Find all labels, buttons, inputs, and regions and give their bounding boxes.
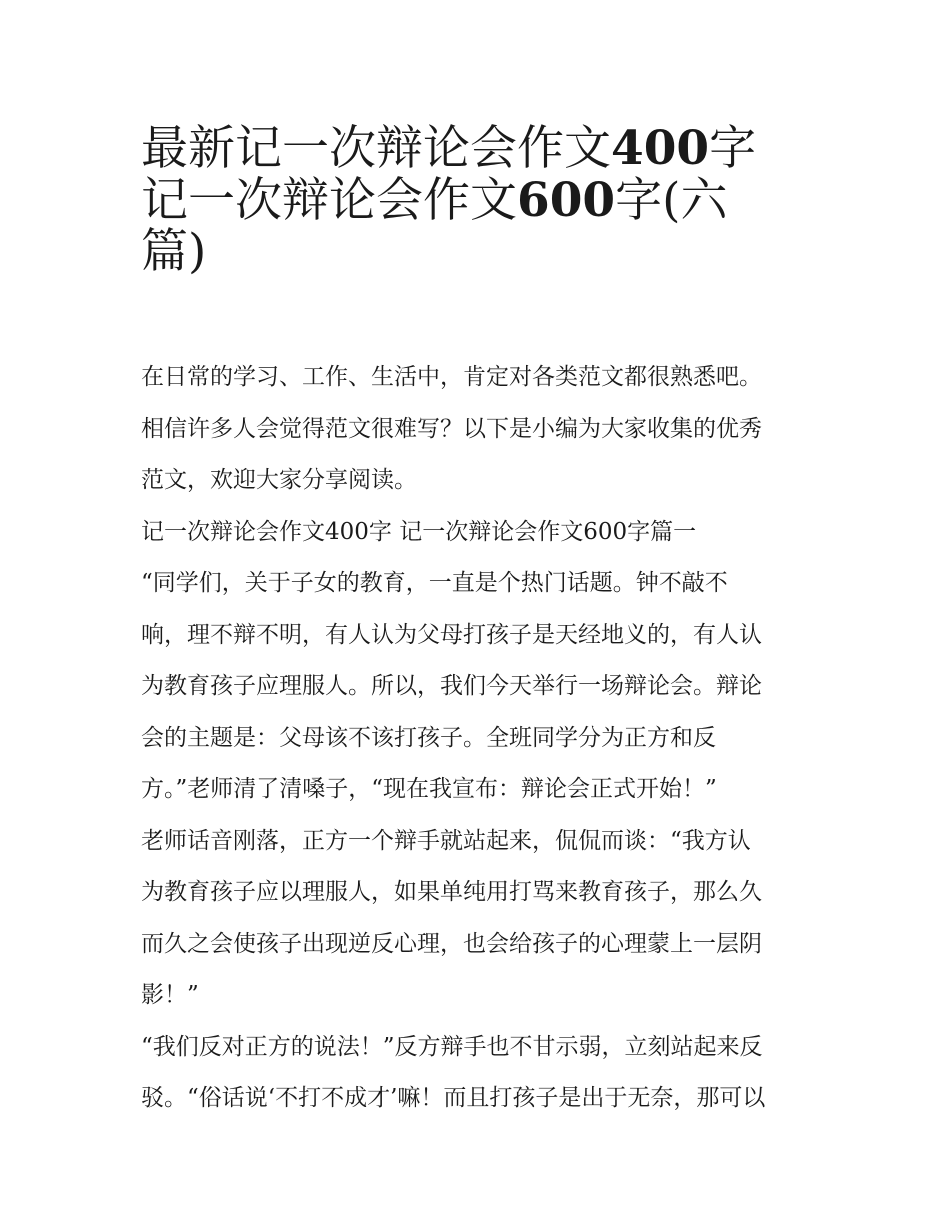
body-line: 影！” bbox=[141, 982, 199, 1008]
body-line: “同学们，关于子女的教育，一直是个热门话题。钟不敲不 bbox=[141, 570, 728, 596]
title-number: 400 bbox=[611, 121, 710, 176]
body-line: 相信许多人会觉得范文很难写？以下是小编为大家收集的优秀 bbox=[141, 415, 762, 442]
body-line: 范文，欢迎大家分享阅读。 bbox=[141, 467, 417, 493]
body-line: 为教育孩子应理服人。所以，我们今天举行一场辩论会。辩论 bbox=[141, 673, 762, 699]
title-text: 篇) bbox=[141, 224, 207, 279]
body-line: 在日常的学习、工作、生活中，肯定对各类范文都很熟悉吧。 bbox=[141, 364, 762, 390]
title-text: 字 bbox=[709, 121, 757, 176]
body-line: 而久之会使孩子出现逆反心理，也会给孩子的心理蒙上一层阴 bbox=[141, 930, 762, 957]
body-line: 方。”老师清了清嗓子，“现在我宣布：辩论会正式开始！” bbox=[141, 776, 717, 802]
body-paragraph bbox=[141, 352, 821, 1125]
body-line: 驳。“俗话说‘不打不成才’嘛！而且打孩子是出于无奈，那可以 bbox=[141, 1085, 766, 1111]
title-line bbox=[141, 112, 821, 176]
body-line: “我们反对正方的说法！”反方辩手也不甘示弱，立刻站起来反 bbox=[141, 1033, 763, 1060]
title-text: 最新记一次辩论会作文 bbox=[141, 121, 611, 176]
body-line: 为教育孩子应以理服人，如果单纯用打骂来教育孩子，那么久 bbox=[141, 879, 762, 905]
title-text: 字(六 bbox=[615, 172, 728, 228]
title-text: 记一次辩论会作文 bbox=[141, 172, 517, 228]
body-line: 记一次辩论会作文400字 记一次辩论会作文600字篇一 bbox=[141, 518, 697, 545]
body-line: 响，理不辩不明，有人认为父母打孩子是天经地义的，有人认 bbox=[141, 621, 762, 648]
title-number: 600 bbox=[517, 172, 616, 228]
body-line: 老师话音刚落，正方一个辩手就站起来，侃侃而谈：“我方认 bbox=[141, 827, 751, 854]
document-body bbox=[141, 352, 821, 1125]
title-line bbox=[141, 164, 821, 228]
body-line: 会的主题是：父母该不该打孩子。全班同学分为正方和反 bbox=[141, 724, 716, 751]
document-title bbox=[141, 112, 821, 279]
